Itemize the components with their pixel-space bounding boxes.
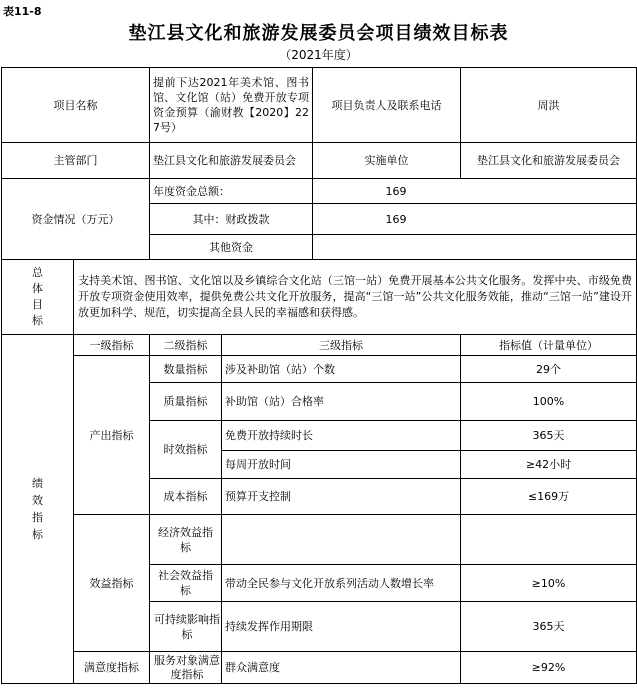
level2-quantity: 数量指标 bbox=[150, 356, 222, 383]
level1-output: 产出指标 bbox=[74, 356, 150, 515]
level3-quantity: 涉及补助馆（站）个数 bbox=[222, 356, 461, 383]
dept-value: 垫江县文化和旅游发展委员会 bbox=[150, 143, 313, 179]
indicators-section-label: 绩效指标 bbox=[2, 335, 74, 684]
goal-text: 支持美术馆、图书馆、文化馆以及乡镇综合文化站（三馆一站）免费开展基本公共文化服务。发挥中央、市级免费开放专项资金使用效率，提供免费公共文化开放服务，提高“三馆一站”公共文化服务效能，推动“三馆一站”建设开放更加科学、规范，切实提高全县人民的幸福感和获得感。 bbox=[74, 260, 637, 335]
value-social: ≥10% bbox=[461, 565, 637, 602]
level3-quality: 补助馆（站）合格率 bbox=[222, 383, 461, 421]
project-name-label: 项目名称 bbox=[2, 68, 150, 143]
level3-economic bbox=[222, 515, 461, 565]
header-level2: 二级指标 bbox=[150, 335, 222, 356]
header-level1: 一级指标 bbox=[74, 335, 150, 356]
level3-weekly-hours: 每周开放时间 bbox=[222, 451, 461, 479]
level2-cost: 成本指标 bbox=[150, 479, 222, 515]
value-quality: 100% bbox=[461, 383, 637, 421]
level3-social: 带动全民参与文化开放系列活动人数增长率 bbox=[222, 565, 461, 602]
funds-other-label: 其他资金 bbox=[150, 235, 313, 260]
value-sustainable: 365天 bbox=[461, 602, 637, 652]
level2-economic: 经济效益指标 bbox=[150, 515, 222, 565]
level2-social: 社会效益指标 bbox=[150, 565, 222, 602]
value-weekly-hours: ≥42小时 bbox=[461, 451, 637, 479]
value-economic bbox=[461, 515, 637, 565]
level2-quality: 质量指标 bbox=[150, 383, 222, 421]
page-title: 垫江县文化和旅游发展委员会项目绩效目标表 bbox=[128, 23, 509, 44]
funds-label: 资金情况（万元） bbox=[2, 179, 150, 260]
funds-fiscal-label: 其中：财政拨款 bbox=[150, 204, 313, 235]
level3-sustainable: 持续发挥作用期限 bbox=[222, 602, 461, 652]
unit-label: 实施单位 bbox=[313, 143, 461, 179]
level1-benefit: 效益指标 bbox=[74, 515, 150, 652]
project-name-value: 提前下达2021年美术馆、图书馆、文化馆（站）免费开放专项资金预算（渝财教【2020】227号） bbox=[150, 68, 313, 143]
value-quantity: 29个 bbox=[461, 356, 637, 383]
value-duration: 365天 bbox=[461, 421, 637, 451]
goal-label: 总体目标 bbox=[2, 260, 74, 335]
funds-fiscal-value: 169 bbox=[313, 204, 637, 235]
level2-timeliness: 时效指标 bbox=[150, 421, 222, 479]
value-cost: ≤169万 bbox=[461, 479, 637, 515]
level1-satisfaction: 满意度指标 bbox=[74, 652, 150, 684]
table-number: 表11-8 bbox=[3, 5, 42, 18]
performance-target-table bbox=[1, 67, 637, 684]
level2-satisfaction: 服务对象满意度指标 bbox=[150, 652, 222, 684]
level3-cost: 预算开支控制 bbox=[222, 479, 461, 515]
year-subtitle: （2021年度） bbox=[279, 48, 358, 62]
level3-satisfaction: 群众满意度 bbox=[222, 652, 461, 684]
header-level3: 三级指标 bbox=[222, 335, 461, 356]
dept-label: 主管部门 bbox=[2, 143, 150, 179]
value-satisfaction: ≥92% bbox=[461, 652, 637, 684]
project-contact-label: 项目负责人及联系电话 bbox=[313, 68, 461, 143]
funds-total-value: 169 bbox=[313, 179, 637, 204]
unit-value: 垫江县文化和旅游发展委员会 bbox=[461, 143, 637, 179]
level3-duration: 免费开放持续时长 bbox=[222, 421, 461, 451]
level2-sustainable: 可持续影响指标 bbox=[150, 602, 222, 652]
project-contact-value: 周洪 bbox=[461, 68, 637, 143]
header-value: 指标值（计量单位） bbox=[461, 335, 637, 356]
funds-total-label: 年度资金总额： bbox=[150, 179, 313, 204]
funds-other-value bbox=[313, 235, 637, 260]
